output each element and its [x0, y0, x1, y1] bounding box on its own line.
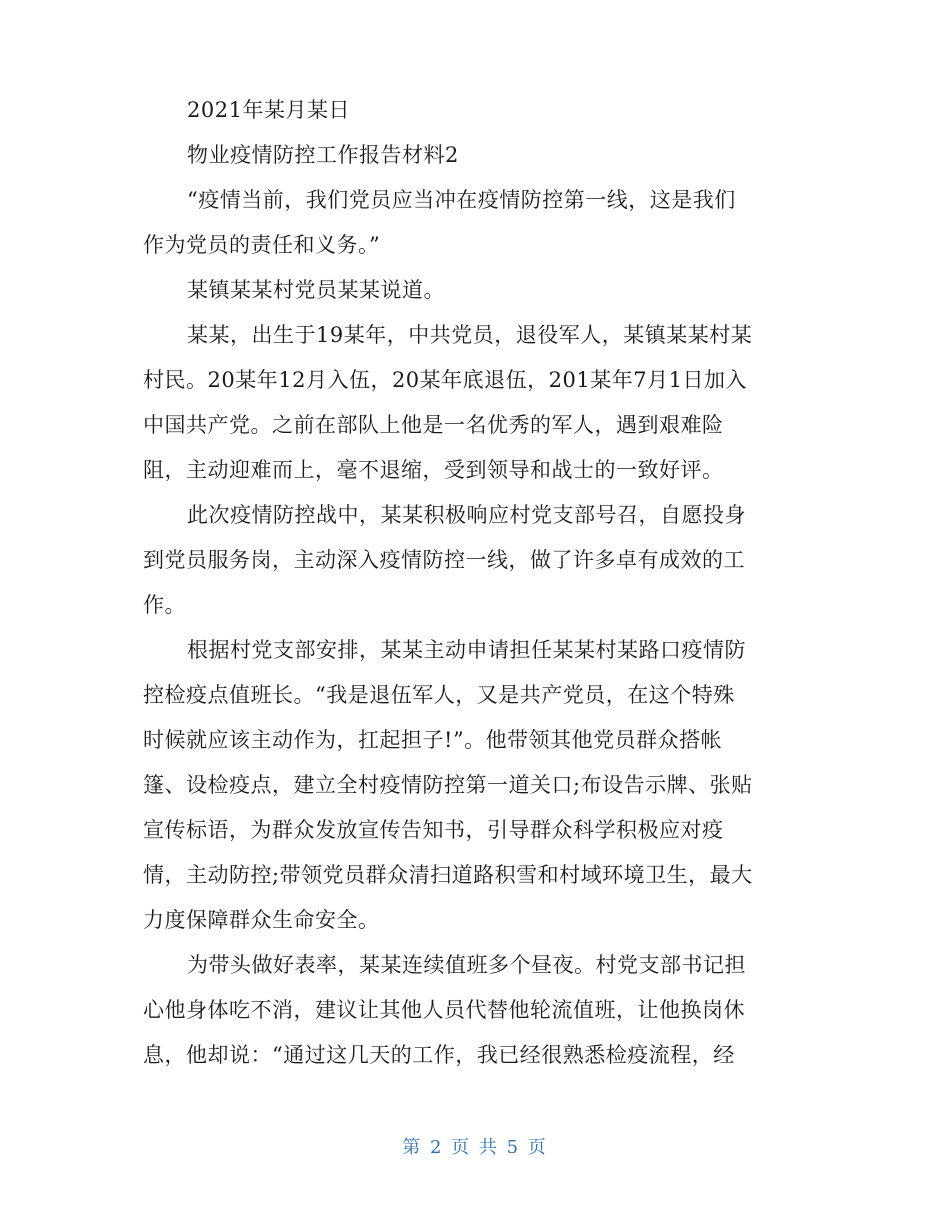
text-line: 宣传标语，为群众发放宣传告知书，引导群众科学积极应对疫 — [143, 818, 724, 842]
text-line: 时候就应该主动作为，扛起担子!”。他带领其他党员群众搭帐 — [143, 728, 723, 752]
footer-label-total: 共 — [478, 1137, 499, 1158]
page-footer — [0, 1133, 950, 1159]
footer-label-total-unit: 页 — [527, 1137, 548, 1158]
footer-label-page-unit: 页 — [451, 1137, 472, 1158]
text-line: 息，他却说：“通过这几天的工作，我已经很熟悉检疫流程，经 — [143, 1043, 735, 1067]
text-line: 中国共产党。之前在部队上他是一名优秀的军人，遇到艰难险 — [143, 413, 724, 437]
text-line: 作。 — [143, 593, 186, 617]
text-line: 心他身体吃不消，建议让其他人员代替他轮流值班，让他换岗休 — [143, 998, 745, 1022]
text-line: 2021年某月某日 — [187, 98, 350, 122]
text-line: 情，主动防控;带领党员群众清扫道路积雪和村域环境卫生，最大 — [143, 863, 753, 887]
text-line: “疫情当前，我们党员应当冲在疫情防控第一线，这是我们 — [187, 188, 736, 212]
text-line: 物业疫情防控工作报告材料2 — [187, 143, 459, 167]
text-line: 此次疫情防控战中，某某积极响应村党支部号召，自愿投身 — [187, 503, 746, 527]
text-line: 村民。20某年12月入伍，20某年底退伍，201某年7月1日加入 — [143, 368, 747, 392]
text-line: 篷、设检疫点，建立全村疫情防控第一道关口;布设告示牌、张贴 — [143, 773, 753, 797]
footer-current-page: 2 — [429, 1137, 444, 1158]
text-line: 到党员服务岗，主动深入疫情防控一线，做了许多卓有成效的工 — [143, 548, 745, 572]
text-line: 作为党员的责任和义务。” — [143, 233, 381, 257]
text-line: 根据村党支部安排，某某主动申请担任某某村某路口疫情防 — [187, 638, 746, 662]
text-line: 某镇某某村党员某某说道。 — [187, 278, 445, 302]
footer-label-page: 第 — [402, 1137, 423, 1158]
text-line: 力度保障群众生命安全。 — [143, 908, 380, 932]
document-body — [143, 88, 805, 1078]
text-line: 某某，出生于19某年，中共党员，退役军人，某镇某某村某 — [187, 323, 753, 347]
footer-total-pages: 5 — [506, 1137, 521, 1158]
text-line: 控检疫点值班长。“我是退伍军人，又是共产党员，在这个特殊 — [143, 683, 735, 707]
text-line: 为带头做好表率，某某连续值班多个昼夜。村党支部书记担 — [187, 953, 746, 977]
text-line: 阻，主动迎难而上，毫不退缩，受到领导和战士的一致好评。 — [143, 458, 724, 482]
